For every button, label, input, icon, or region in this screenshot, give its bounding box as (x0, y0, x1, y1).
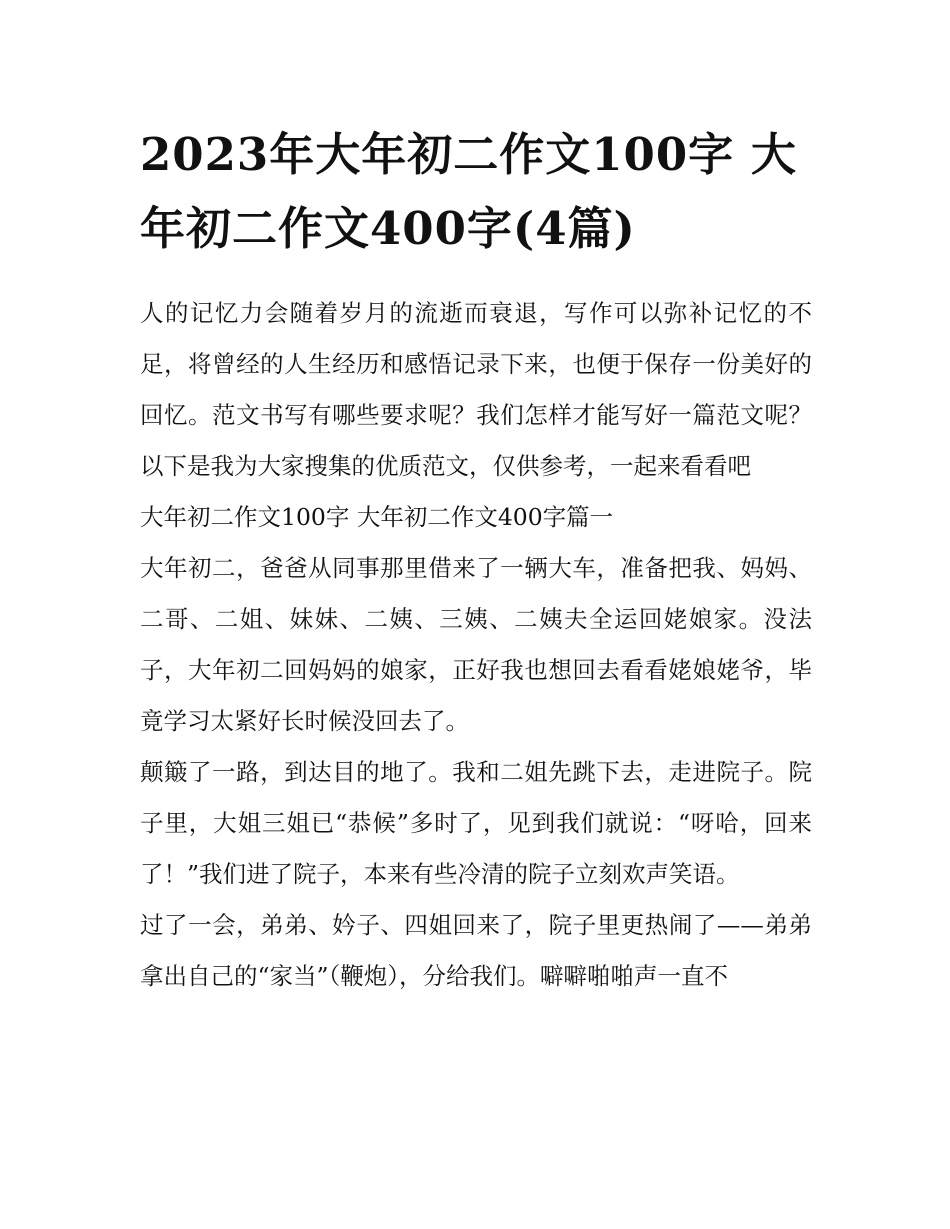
document-title: 2023年大年初二作文100字 大年初二作文400字(4篇) (140, 128, 797, 255)
section-heading: 大年初二作文100字 大年初二作文400字篇一 (140, 503, 614, 531)
intro-paragraph: 人的记忆力会随着岁月的流逝而衰退，写作可以弥补记忆的不足，将曾经的人生经历和感悟记录下来，也便于保存一份美好的回忆。范文书写有哪些要求呢？我们怎样才能写好一篇范文呢？以下是我为大家搜集的优质范文，仅供参考，一起来看看吧 (140, 299, 812, 480)
body-paragraph-2: 颠簸了一路，到达目的地了。我和二姐先跳下去，走进院子。院子里，大姐三姐已“恭候”多时了，见到我们就说：“呀哈，回来了！”我们进了院子，本来有些冷清的院子立刻欢声笑语。 (140, 758, 812, 888)
document-page (140, 118, 812, 1002)
body-paragraph-1: 大年初二，爸爸从同事那里借来了一辆大车，准备把我、妈妈、二哥、二姐、妹妹、二姨、三姨、二姨夫全运回姥娘家。没法子，大年初二回妈妈的娘家，正好我也想回去看看姥娘姥爷，毕竟学习太紧好长时候没回去了。 (140, 554, 812, 735)
body-paragraph-3: 过了一会，弟弟、妗子、四姐回来了，院子里更热闹了——弟弟拿出自己的“家当”（鞭炮），分给我们。噼噼啪啪声一直不 (140, 911, 812, 990)
